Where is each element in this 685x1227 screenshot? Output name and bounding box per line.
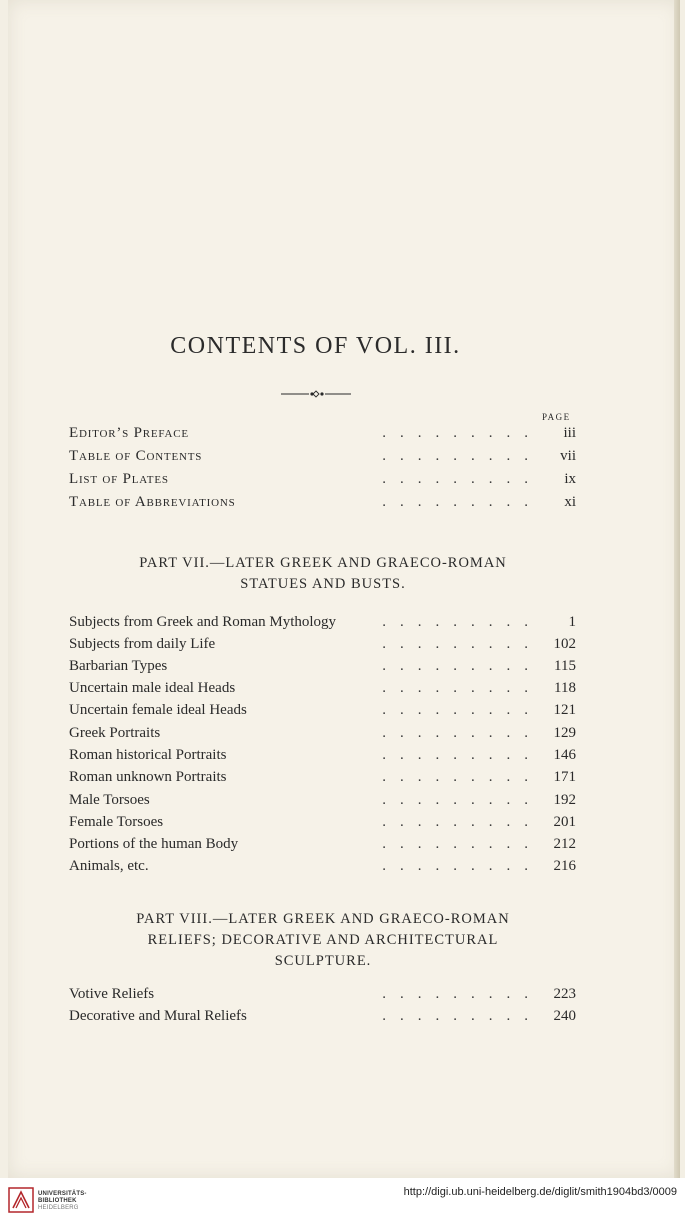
toc-page-number: 129: [553, 725, 576, 741]
toc-row[interactable]: [69, 658, 576, 680]
toc-page-number: 1: [568, 614, 576, 630]
toc-row[interactable]: [69, 986, 576, 1008]
scanned-page: [8, 0, 680, 1178]
toc-entry-label: Female Torsoes: [69, 814, 164, 830]
toc-entry-label: Votive Reliefs: [69, 986, 155, 1002]
toc-row[interactable]: [69, 792, 576, 814]
toc-page-number: 216: [553, 858, 576, 874]
page-column-label: PAGE: [542, 412, 571, 422]
toc-row[interactable]: [69, 702, 576, 724]
toc-page-number: 171: [553, 769, 576, 785]
part-heading-line: RELIEFS; DECORATIVE AND ARCHITECTURAL: [147, 932, 499, 948]
dot-leader: .........: [382, 425, 542, 441]
dot-leader: .........: [382, 471, 542, 487]
dot-leader: .........: [382, 858, 542, 874]
toc-entry-label: Animals, etc.: [69, 858, 149, 874]
dot-leader: .........: [382, 658, 542, 674]
part-vii-heading: [8, 553, 638, 595]
library-name-line: BIBLIOTHEK: [38, 1198, 77, 1204]
toc-row[interactable]: [69, 1008, 576, 1030]
toc-row[interactable]: [69, 769, 576, 791]
toc-entry-label: Male Torsoes: [69, 792, 150, 808]
part-heading-line: STATUES AND BUSTS.: [240, 576, 406, 592]
toc-row[interactable]: [69, 814, 576, 836]
toc-entry-label: Subjects from Greek and Roman Mythology: [69, 614, 337, 630]
toc-row[interactable]: [69, 747, 576, 769]
dot-leader: .........: [382, 986, 542, 1002]
toc-page-number: xi: [564, 494, 576, 510]
toc-entry-label: Subjects from daily Life: [69, 636, 216, 652]
dot-leader: .........: [382, 614, 542, 630]
library-logo-icon[interactable]: [8, 1187, 34, 1213]
toc-row[interactable]: [69, 471, 576, 493]
library-name-line: UNIVERSITÄTS-: [38, 1191, 87, 1197]
dot-leader: .........: [382, 448, 542, 464]
toc-entry-label: Table of Contents: [69, 448, 203, 464]
toc-row[interactable]: [69, 636, 576, 658]
toc-row[interactable]: [69, 858, 576, 880]
toc-row[interactable]: [69, 494, 576, 516]
toc-row[interactable]: [69, 614, 576, 636]
toc-page-number: 212: [553, 836, 576, 852]
toc-entry-label: Editor’s Preface: [69, 425, 189, 441]
toc-entry-label: Uncertain male ideal Heads: [69, 680, 236, 696]
toc-row[interactable]: [69, 836, 576, 858]
toc-page-number: ix: [564, 471, 576, 487]
toc-page-number: vii: [560, 448, 576, 464]
dot-leader: .........: [382, 769, 542, 785]
toc-entry-label: Roman unknown Portraits: [69, 769, 227, 785]
dot-leader: .........: [382, 680, 542, 696]
toc-entry-label: Uncertain female ideal Heads: [69, 702, 247, 718]
part-heading-line: PART VIII.—LATER GREEK AND GRAECO-ROMAN: [136, 911, 510, 927]
toc-entry-label: Portions of the human Body: [69, 836, 239, 852]
library-name-line: HEIDELBERG: [38, 1205, 79, 1211]
toc-entry-label: Table of Abbreviations: [69, 494, 236, 510]
toc-row[interactable]: [69, 425, 576, 447]
toc-entry-label: Decorative and Mural Reliefs: [69, 1008, 247, 1024]
toc-entry-label: Greek Portraits: [69, 725, 161, 741]
toc-entry-label: List of Plates: [69, 471, 169, 487]
ornament-divider: [281, 389, 351, 399]
toc-row[interactable]: [69, 448, 576, 470]
dot-leader: .........: [382, 814, 542, 830]
toc-page-number: 115: [554, 658, 576, 674]
toc-page-number: iii: [563, 425, 576, 441]
part-heading-line: PART VII.—LATER GREEK AND GRAECO-ROMAN: [139, 555, 507, 571]
toc-entry-label: Barbarian Types: [69, 658, 168, 674]
permalink-url[interactable]: http://digi.ub.uni-heidelberg.de/diglit/smith1904bd3/0009: [403, 1186, 677, 1198]
toc-page-number: 240: [553, 1008, 576, 1024]
toc-page-number: 121: [553, 702, 576, 718]
dot-leader: .........: [382, 1008, 542, 1024]
dot-leader: .........: [382, 636, 542, 652]
toc-page-number: 223: [553, 986, 576, 1002]
library-name: [38, 1191, 87, 1212]
dot-leader: .........: [382, 494, 542, 510]
dot-leader: .........: [382, 792, 542, 808]
page-edge-shadow: [674, 0, 680, 1178]
toc-row[interactable]: [69, 725, 576, 747]
dot-leader: .........: [382, 747, 542, 763]
page-title: CONTENTS OF VOL. III.: [170, 333, 461, 359]
dot-leader: .........: [382, 836, 542, 852]
dot-leader: .........: [382, 702, 542, 718]
toc-page-number: 192: [553, 792, 576, 808]
toc-entry-label: Roman historical Portraits: [69, 747, 227, 763]
part-heading-line: SCULPTURE.: [274, 953, 372, 969]
toc-page-number: 102: [553, 636, 576, 652]
toc-page-number: 201: [553, 814, 576, 830]
toc-row[interactable]: [69, 680, 576, 702]
toc-page-number: 118: [554, 680, 576, 696]
toc-page-number: 146: [553, 747, 576, 763]
dot-leader: .........: [382, 725, 542, 741]
part-viii-heading: [8, 909, 638, 972]
